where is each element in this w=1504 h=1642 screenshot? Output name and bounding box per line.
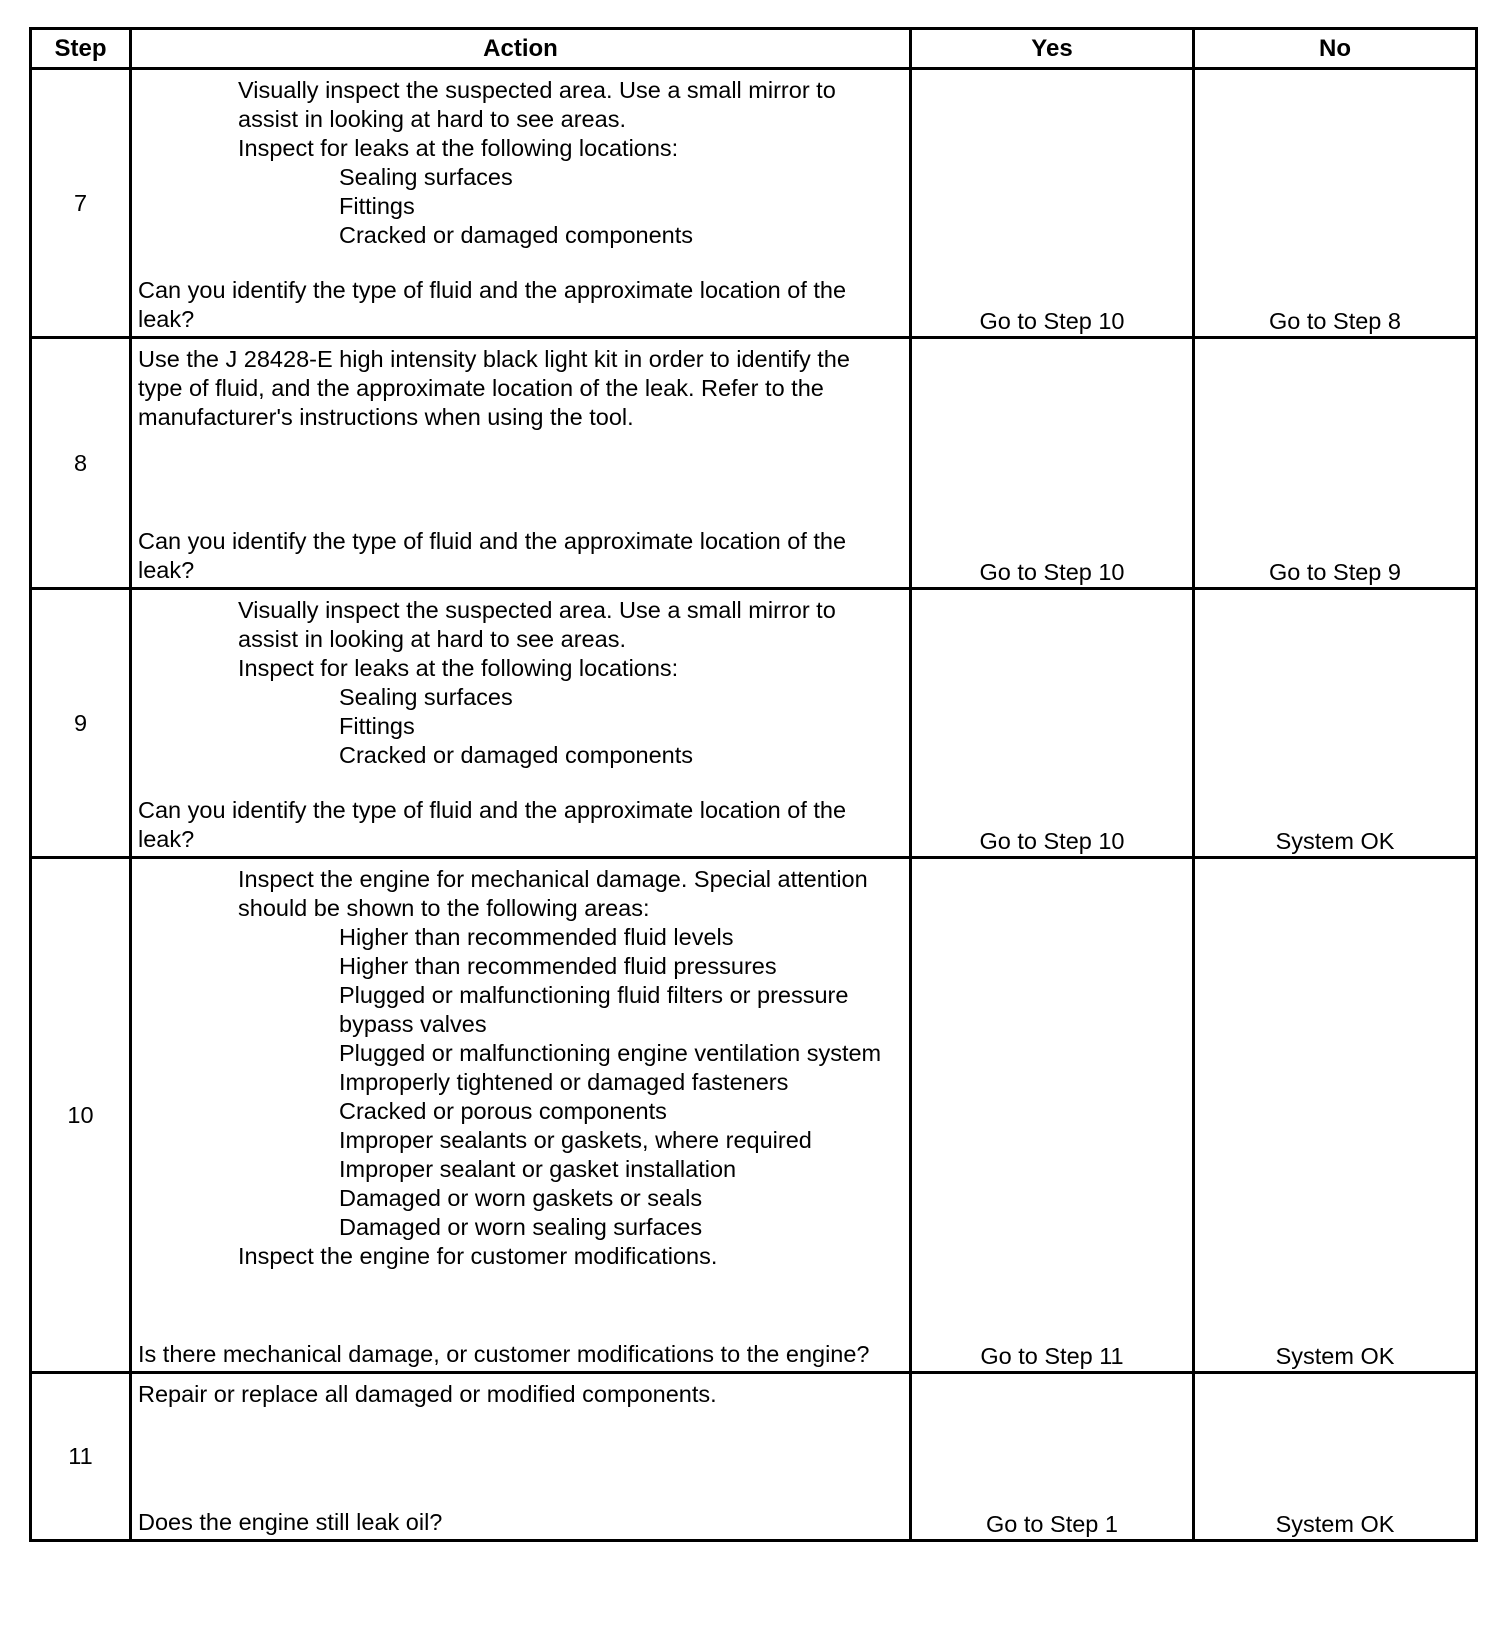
header-no: No [1194,29,1477,69]
step-number: 11 [31,1373,131,1541]
yes-result: Go to Step 1 [911,1373,1194,1541]
yes-result: Go to Step 11 [911,858,1194,1373]
step-number: 10 [31,858,131,1373]
step-number: 9 [31,589,131,858]
list-item: Cracked or damaged components [339,222,694,248]
yes-result: Go to Step 10 [911,69,1194,338]
list-item: Cracked or porous components [339,1098,667,1124]
action-question: Can you identify the type of fluid and the approximate location of the leak? [138,277,847,332]
no-result: Go to Step 8 [1194,69,1477,338]
action-item-list [138,683,899,770]
table-row-step-8 [31,338,1477,589]
list-item: Improperly tightened or damaged fasteners [339,1069,789,1095]
header-row [31,29,1477,69]
no-result: System OK [1194,1373,1477,1541]
list-item: Higher than recommended fluid levels [339,924,734,950]
action-intro: Repair or replace all damaged or modified components. [138,1381,717,1407]
action-cell [131,69,911,338]
action-intro: Visually inspect the suspected area. Use a small mirror to assist in looking at hard to see areas. [238,77,836,132]
table-row-step-9 [31,589,1477,858]
action-intro: Visually inspect the suspected area. Use a small mirror to assist in looking at hard to see areas. [238,597,836,652]
no-result: System OK [1194,858,1477,1373]
action-question: Can you identify the type of fluid and the approximate location of the leak? [138,797,847,852]
step-number: 8 [31,338,131,589]
action-cell [131,1373,911,1541]
action-question: Is there mechanical damage, or customer modifications to the engine? [138,1341,870,1367]
list-item: Improper sealants or gaskets, where required [339,1127,812,1153]
list-item: Sealing surfaces [339,684,513,710]
list-item: Damaged or worn sealing surfaces [339,1214,703,1240]
header-action: Action [131,29,911,69]
list-item: Fittings [339,713,415,739]
header-yes: Yes [911,29,1194,69]
action-sub-intro: Inspect for leaks at the following locations: [238,655,679,681]
action-cell [131,858,911,1373]
no-result: Go to Step 9 [1194,338,1477,589]
list-item: Fittings [339,193,415,219]
action-sub-intro: Inspect for leaks at the following locations: [238,135,679,161]
table-row-step-10 [31,858,1477,1373]
diagnostic-table [29,27,1478,1542]
yes-result: Go to Step 10 [911,338,1194,589]
list-item: Higher than recommended fluid pressures [339,953,777,979]
header-step: Step [31,29,131,69]
action-question: Can you identify the type of fluid and the approximate location of the leak? [138,528,847,583]
list-item: Plugged or malfunctioning engine ventilation system [339,1040,882,1066]
action-intro: Inspect the engine for mechanical damage. Special attention should be shown to the following areas: [238,866,868,921]
step-number: 7 [31,69,131,338]
list-item: Damaged or worn gaskets or seals [339,1185,703,1211]
list-item: Cracked or damaged components [339,742,694,768]
table-row-step-7 [31,69,1477,338]
list-item: Improper sealant or gasket installation [339,1156,737,1182]
no-result: System OK [1194,589,1477,858]
action-cell [131,589,911,858]
yes-result: Go to Step 10 [911,589,1194,858]
list-item: Plugged or malfunctioning fluid filters or pressure bypass valves [339,982,849,1037]
action-cell [131,338,911,589]
action-question: Does the engine still leak oil? [138,1509,443,1535]
table-row-step-11 [31,1373,1477,1541]
action-outro: Inspect the engine for customer modifications. [238,1243,718,1269]
list-item: Sealing surfaces [339,164,513,190]
action-item-list [138,923,899,1242]
action-intro: Use the J 28428-E high intensity black light kit in order to identify the type of fluid, and the approximate location of the leak. Refer to the manufacturer's instructions when using the tool. [138,346,850,430]
action-item-list [138,163,899,250]
